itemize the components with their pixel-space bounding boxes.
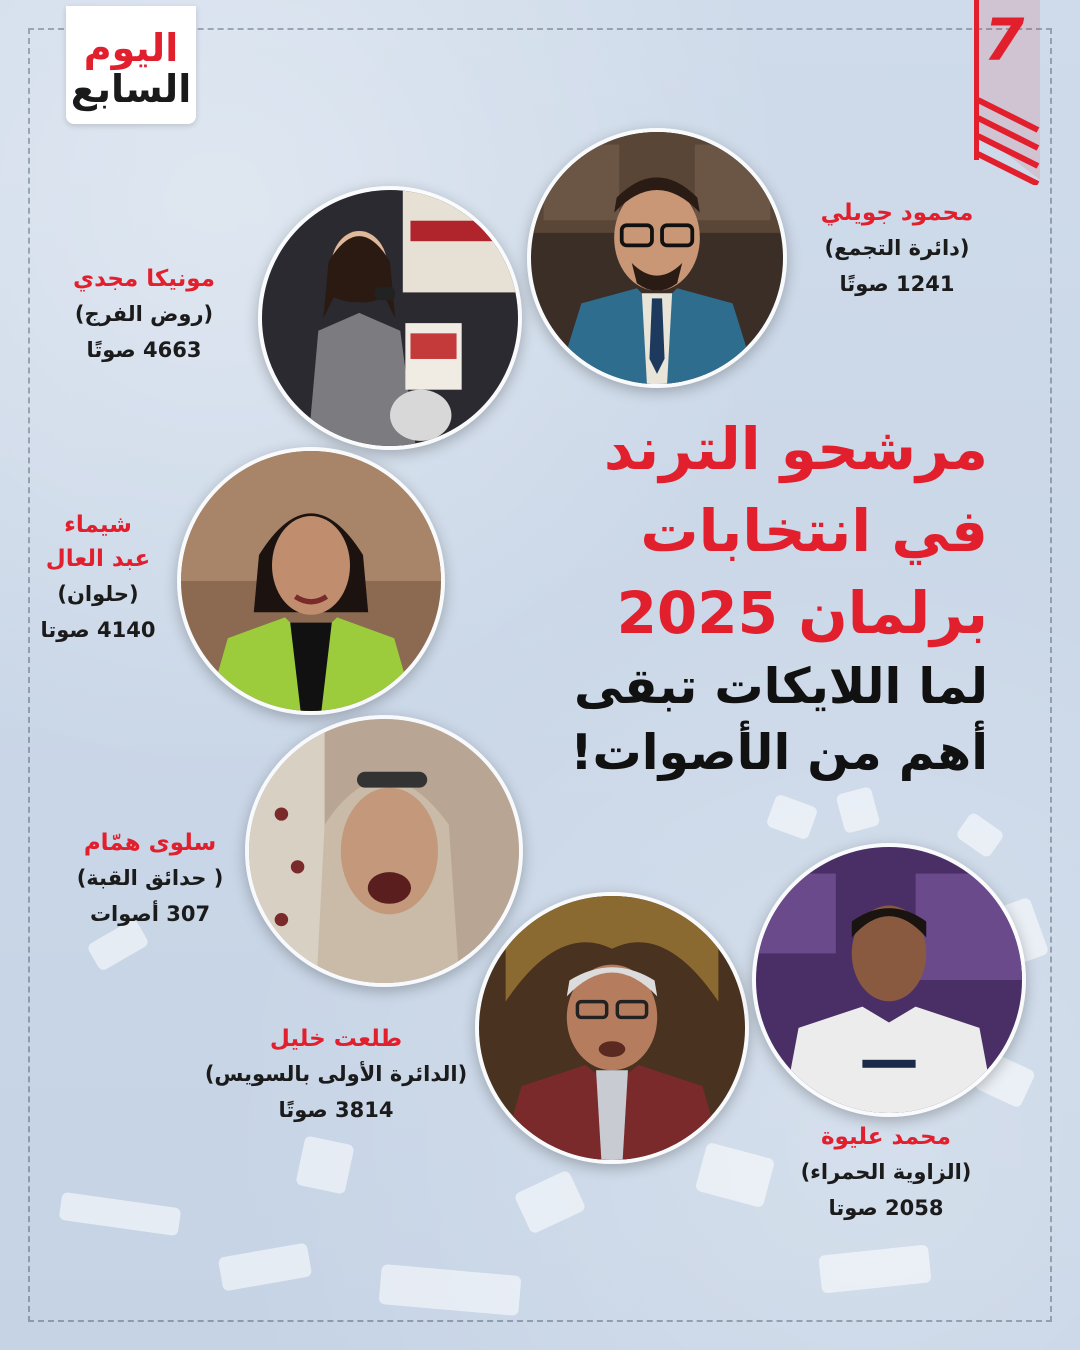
candidate-photo-mohamed — [752, 843, 1026, 1117]
candidate-label-salwa — [30, 826, 270, 932]
candidate-name-line2: عبد العال — [45, 546, 151, 572]
headline — [468, 408, 988, 786]
candidate-name: سلوى همّام — [83, 830, 217, 856]
headline-line3: برلمان 2025 — [616, 579, 988, 647]
candidate-votes: 4663 صوتًا — [86, 338, 202, 362]
candidate-name: محمد عليوة — [820, 1124, 951, 1150]
candidate-photo-talaat — [475, 892, 749, 1164]
candidate-name: طلعت خليل — [269, 1026, 403, 1052]
candidate-district: (روض الفرج) — [74, 302, 214, 326]
candidate-votes: 3814 صوتًا — [278, 1098, 394, 1122]
candidate-district: ( حدائق القبة) — [76, 866, 224, 890]
candidate-votes: 307 أصوات — [89, 902, 211, 926]
page-number: 7 — [984, 6, 1025, 74]
candidate-label-mohamed — [766, 1120, 1006, 1226]
candidate-label-monica — [24, 262, 264, 368]
logo-line1: اليوم — [83, 26, 179, 70]
candidate-votes: 2058 صوتا — [828, 1196, 944, 1220]
page-number-marker — [972, 0, 1044, 185]
candidate-district: (دائرة التجمع) — [824, 236, 970, 260]
candidate-name: مونيكا مجدي — [73, 266, 215, 292]
headline-line1: مرشحو الترند — [603, 415, 988, 483]
brand-logo — [66, 6, 196, 124]
headline-line5: أهم من الأصوات! — [570, 724, 988, 781]
candidate-label-shaimaa — [0, 508, 218, 648]
candidate-votes: 1241 صوتًا — [839, 272, 955, 296]
candidate-votes: 4140 صوتا — [40, 618, 156, 642]
headline-line2: في انتخابات — [640, 497, 988, 565]
candidate-photo-mahmoud — [527, 128, 787, 388]
logo-line2: السابع — [70, 67, 192, 111]
candidate-district: (الزاوية الحمراء) — [800, 1160, 972, 1184]
candidate-district: (الدائرة الأولى بالسويس) — [204, 1062, 468, 1086]
candidate-district: (حلوان) — [57, 582, 139, 606]
candidate-name-line1: شيماء — [64, 512, 132, 538]
headline-line4: لما اللايكات تبقى — [574, 658, 988, 715]
candidate-label-mahmoud — [777, 196, 1017, 302]
candidate-name: محمود جويلي — [820, 200, 974, 226]
candidate-label-talaat — [196, 1022, 476, 1128]
